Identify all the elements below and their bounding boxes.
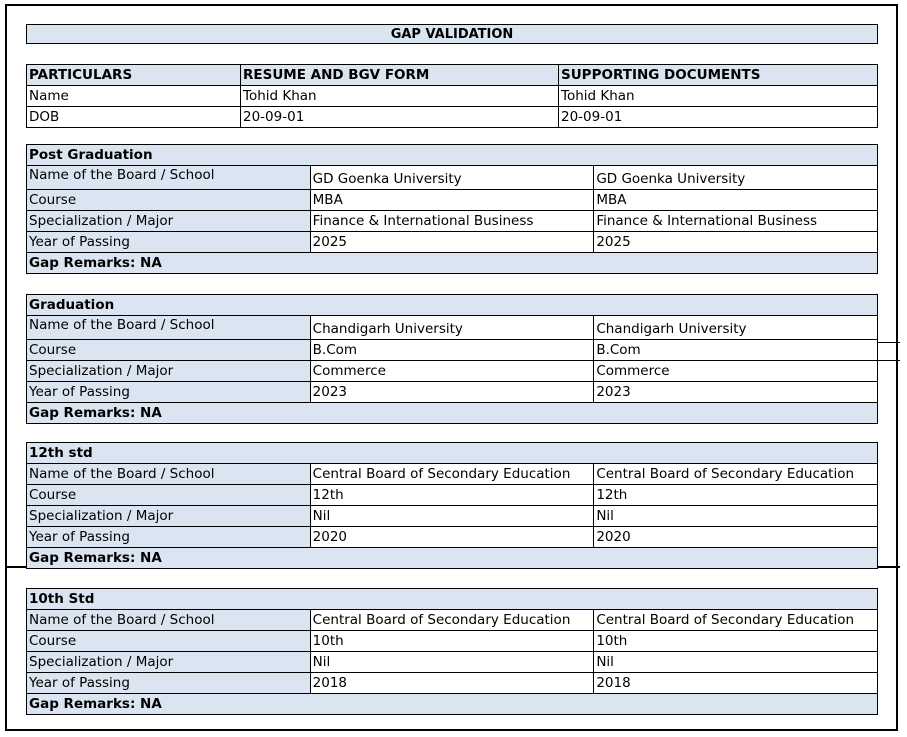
row-label: Course <box>27 485 311 506</box>
section-title: 12th std <box>27 443 878 464</box>
table-header-row <box>27 65 878 86</box>
table-row <box>27 340 878 361</box>
table-row <box>27 316 878 340</box>
resume-value: Chandigarh University <box>310 316 594 340</box>
table-row <box>27 506 878 527</box>
resume-value: Tohid Khan <box>241 86 559 107</box>
section-post-graduation <box>26 144 878 274</box>
resume-value: 10th <box>310 631 594 652</box>
gap-remarks-row <box>27 253 878 274</box>
document-value: Nil <box>594 652 878 673</box>
row-label: Course <box>27 631 311 652</box>
resume-value: 2023 <box>310 382 594 403</box>
resume-value: Central Board of Secondary Education <box>310 610 594 631</box>
table-row <box>27 232 878 253</box>
document-value: Commerce <box>594 361 878 382</box>
table-row <box>27 166 878 190</box>
row-label: Year of Passing <box>27 382 311 403</box>
gap-remarks: Gap Remarks: NA <box>27 548 878 569</box>
document-value: MBA <box>594 190 878 211</box>
resume-value: Central Board of Secondary Education <box>310 464 594 485</box>
document-value: GD Goenka University <box>594 166 878 190</box>
section-title: Post Graduation <box>27 145 878 166</box>
document-value: Tohid Khan <box>559 86 878 107</box>
table-row <box>27 464 878 485</box>
resume-value: 2020 <box>310 527 594 548</box>
column-header-particulars: PARTICULARS <box>27 65 241 86</box>
table-row <box>27 382 878 403</box>
row-label: Specialization / Major <box>27 506 311 527</box>
gap-remarks-row <box>27 548 878 569</box>
table-row <box>27 610 878 631</box>
resume-value: MBA <box>310 190 594 211</box>
resume-value: B.Com <box>310 340 594 361</box>
document-value: Nil <box>594 506 878 527</box>
row-label: Year of Passing <box>27 527 311 548</box>
table-row <box>27 107 878 128</box>
document-value: B.Com <box>594 340 878 361</box>
resume-value: 20-09-01 <box>241 107 559 128</box>
table-row <box>27 631 878 652</box>
row-label: Year of Passing <box>27 232 311 253</box>
table-row <box>27 211 878 232</box>
stray-cell-border <box>878 342 900 361</box>
document-value: 20-09-01 <box>559 107 878 128</box>
section-title-row <box>27 295 878 316</box>
section-title: Graduation <box>27 295 878 316</box>
resume-value: Finance & International Business <box>310 211 594 232</box>
document-value: 2018 <box>594 673 878 694</box>
document-value: 2025 <box>594 232 878 253</box>
resume-value: 2018 <box>310 673 594 694</box>
resume-value: Nil <box>310 652 594 673</box>
row-label: Year of Passing <box>27 673 311 694</box>
table-row <box>27 190 878 211</box>
document-value: 2020 <box>594 527 878 548</box>
document-value: 10th <box>594 631 878 652</box>
resume-value: 2025 <box>310 232 594 253</box>
row-label: DOB <box>27 107 241 128</box>
gap-remarks: Gap Remarks: NA <box>27 694 878 715</box>
gap-remarks-row <box>27 403 878 424</box>
document-value: Chandigarh University <box>594 316 878 340</box>
row-label: Course <box>27 340 311 361</box>
resume-value: Nil <box>310 506 594 527</box>
row-label: Name <box>27 86 241 107</box>
column-header-resume: RESUME AND BGV FORM <box>241 65 559 86</box>
document-value: Central Board of Secondary Education <box>594 610 878 631</box>
section-title-row <box>27 443 878 464</box>
row-label: Name of the Board / School <box>27 610 311 631</box>
row-label: Course <box>27 190 311 211</box>
row-label: Name of the Board / School <box>27 316 311 340</box>
document-value: 2023 <box>594 382 878 403</box>
page-title: GAP VALIDATION <box>26 24 878 44</box>
document-value: 12th <box>594 485 878 506</box>
table-row <box>27 361 878 382</box>
resume-value: 12th <box>310 485 594 506</box>
section-title-row <box>27 145 878 166</box>
gap-remarks: Gap Remarks: NA <box>27 403 878 424</box>
resume-value: GD Goenka University <box>310 166 594 190</box>
table-row <box>27 86 878 107</box>
row-label: Specialization / Major <box>27 361 311 382</box>
gap-remarks: Gap Remarks: NA <box>27 253 878 274</box>
table-row <box>27 652 878 673</box>
section-12th-std <box>26 442 878 569</box>
table-row <box>27 485 878 506</box>
particulars-table <box>26 64 878 128</box>
row-label: Name of the Board / School <box>27 464 311 485</box>
gap-remarks-row <box>27 694 878 715</box>
section-title: 10th Std <box>27 589 878 610</box>
table-row <box>27 673 878 694</box>
document-value: Central Board of Secondary Education <box>594 464 878 485</box>
row-label: Specialization / Major <box>27 211 311 232</box>
row-label: Specialization / Major <box>27 652 311 673</box>
column-header-documents: SUPPORTING DOCUMENTS <box>559 65 878 86</box>
row-label: Name of the Board / School <box>27 166 311 190</box>
resume-value: Commerce <box>310 361 594 382</box>
document-value: Finance & International Business <box>594 211 878 232</box>
section-graduation <box>26 294 878 424</box>
section-title-row <box>27 589 878 610</box>
section-10th-std <box>26 588 878 715</box>
table-row <box>27 527 878 548</box>
